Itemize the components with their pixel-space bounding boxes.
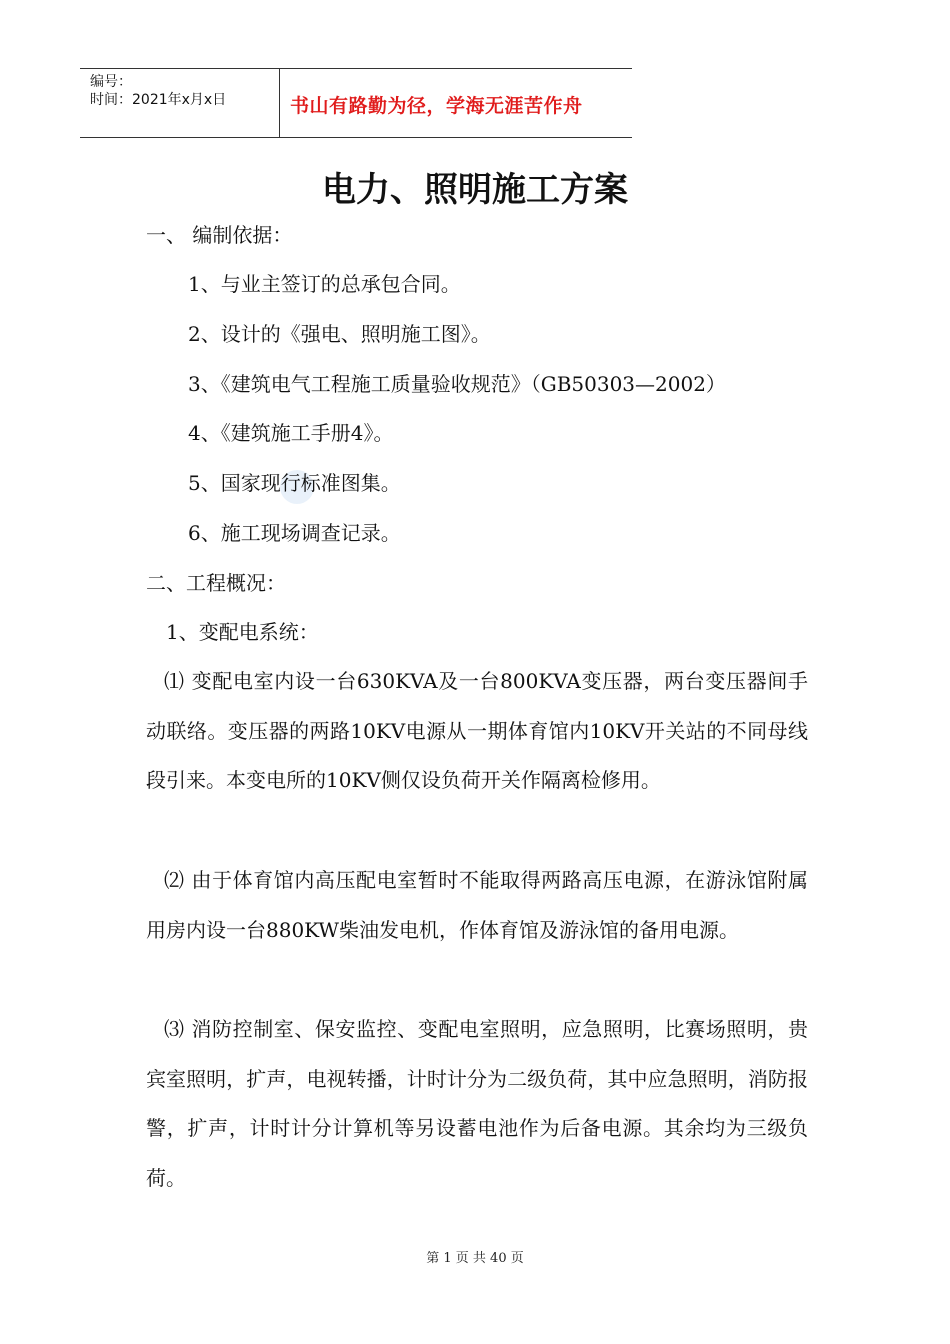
basis-item: 4、《建筑施工手册4》。 [188,421,394,445]
subsection-heading: 1、变配电系统： [166,620,319,644]
basis-item: 5、国家现行标准图集。 [188,471,401,495]
paragraph: ⑴ 变配电室内设一台630KVA及一台800KVA变压器，两台变压器间手动联络。变压器的两路10KV电源从一期体育馆内10KV开关站的不同母线段引来。本变电所的10KV侧仅设负荷开关作隔离检修用。 [146,669,808,793]
number-label: 编号： [90,74,132,90]
basis-item: 6、施工现场调查记录。 [188,521,401,545]
paragraph: ⑶ 消防控制室、保安监控、变配电室照明，应急照明，比赛场照明，贵宾室照明，扩声，电视转播，计时计分为二级负荷，其中应急照明，消防报警，扩声，计时计分计算机等另设蓄电池作为后备电源。其余均为三级负荷。 [146,1017,808,1191]
header-motto: 书山有路勤为径，学海无涯苦作舟 [290,95,583,117]
basis-item: 1、与业主签订的总承包合同。 [188,272,461,296]
paragraph: ⑵ 由于体育馆内高压配电室暂时不能取得两路高压电源，在游泳馆附属用房内设一台880KW柴油发电机，作体育馆及游泳馆的备用电源。 [146,868,808,942]
section-heading-basis: 一、 编制依据： [146,223,293,247]
page-footer: 第 1 页 共 40 页 [426,1251,524,1266]
time-label: 时间：2021年x月x日 [90,92,227,108]
section-heading-overview: 二、工程概况： [146,571,286,595]
page-title: 电力、照明施工方案 [322,170,628,210]
document-header [80,68,632,138]
basis-item: 3、《建筑电气工程施工质量验收规范》（GB50303—2002） [188,372,726,396]
header-meta [80,69,280,137]
basis-item: 2、设计的《强电、照明施工图》。 [188,322,491,346]
